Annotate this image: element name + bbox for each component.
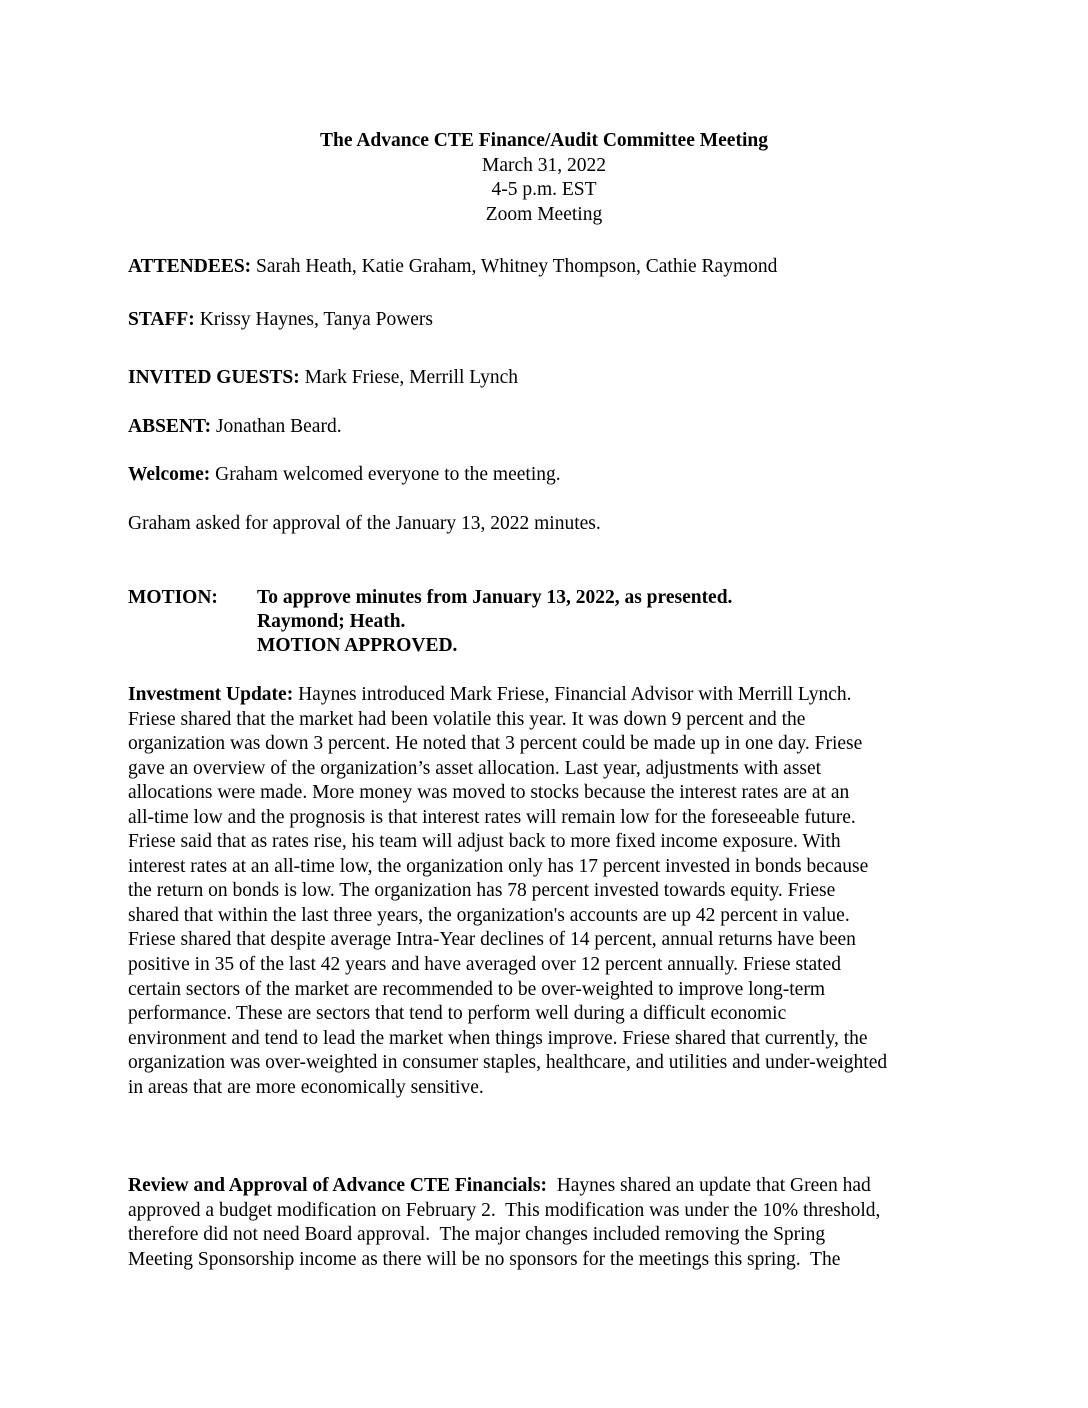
financials-paragraph xyxy=(128,1174,968,1272)
absent-value: Jonathan Beard. xyxy=(211,416,342,437)
paragraph-line: Investment Update: Haynes introduced Mark Friese, Financial Advisor with Merrill Lynch. xyxy=(128,684,852,705)
attendees-value: Sarah Heath, Katie Graham, Whitney Thompson, Cathie Raymond xyxy=(251,256,778,277)
meeting-title: The Advance CTE Finance/Audit Committee Meeting xyxy=(320,130,768,151)
investment-label: Investment Update: xyxy=(128,684,294,705)
attendees-label: ATTENDEES: xyxy=(128,256,252,277)
paragraph-line: therefore did not need Board approval. The major changes included removing the Spring xyxy=(128,1224,826,1246)
guests-value: Mark Friese, Merrill Lynch xyxy=(299,367,519,388)
paragraph-line: in areas that are more economically sensitive. xyxy=(128,1076,484,1098)
welcome-value: Graham welcomed everyone to the meeting. xyxy=(210,464,561,485)
paragraph-line: Friese shared that the market had been volatile this year. It was down 9 percent and the xyxy=(128,708,806,730)
absent-line xyxy=(128,415,342,439)
attendees-line xyxy=(128,255,777,279)
investment-update-paragraph xyxy=(128,683,968,1100)
paragraph-line: environment and tend to lead the market when things improve. Friese shared that currently, the xyxy=(128,1027,868,1049)
motion-line: Raymond; Heath. xyxy=(257,611,406,632)
paragraph-line: the return on bonds is low. The organization has 78 percent invested towards equity. Friese xyxy=(128,880,836,902)
paragraph-line: Friese said that as rates rise, his team will adjust back to more fixed income exposure. With xyxy=(128,831,841,853)
guests-label: INVITED GUESTS: xyxy=(128,367,300,388)
paragraph-line: gave an overview of the organization’s asset allocation. Last year, adjustments with asset xyxy=(128,757,822,779)
financials-label: Review and Approval of Advance CTE Financials: xyxy=(128,1175,547,1196)
paragraph-line: positive in 35 of the last 42 years and have averaged over 12 percent annually. Friese stated xyxy=(128,954,841,976)
meeting-location: Zoom Meeting xyxy=(485,204,603,225)
welcome-line xyxy=(128,463,561,487)
approval-request: Graham asked for approval of the January 13, 2022 minutes. xyxy=(128,513,601,534)
paragraph-line: organization was over-weighted in consumer staples, healthcare, and utilities and under-weighted xyxy=(128,1052,888,1074)
staff-value: Krissy Haynes, Tanya Powers xyxy=(194,309,434,330)
paragraph-line: Friese shared that despite average Intra-Year declines of 14 percent, annual returns have been xyxy=(128,929,856,951)
paragraph-line: Review and Approval of Advance CTE Financials: Haynes shared an update that Green had xyxy=(128,1175,871,1196)
paragraph-line: performance. These are sectors that tend to perform well during a difficult economic xyxy=(128,1003,787,1025)
absent-label: ABSENT: xyxy=(128,416,212,437)
paragraph-line: Meeting Sponsorship income as there will be no sponsors for the meetings this spring. The xyxy=(128,1248,841,1270)
paragraph-line: allocations were made. More money was moved to stocks because the interest rates are at an xyxy=(128,782,850,804)
paragraph-line: approved a budget modification on February 2. This modification was under the 10% threshold, xyxy=(128,1199,881,1221)
paragraph-line: shared that within the last three years, the organization's accounts are up 42 percent in value. xyxy=(128,904,850,926)
meeting-time: 4-5 p.m. EST xyxy=(491,179,597,200)
paragraph-line: interest rates at an all-time low, the organization only has 17 percent invested in bonds because xyxy=(128,855,869,877)
motion-line: To approve minutes from January 13, 2022, as presented. xyxy=(257,587,733,608)
guests-line xyxy=(128,366,518,390)
staff-line xyxy=(128,308,433,332)
motion-label: MOTION: xyxy=(128,587,218,608)
staff-label: STAFF: xyxy=(128,309,195,330)
paragraph-line: organization was down 3 percent. He noted that 3 percent could be made up in one day. Friese xyxy=(128,733,863,755)
paragraph-line: certain sectors of the market are recommended to be over-weighted to improve long-term xyxy=(128,978,826,1000)
meeting-date: March 31, 2022 xyxy=(481,155,607,176)
motion-line: MOTION APPROVED. xyxy=(257,635,458,656)
paragraph-line: all-time low and the prognosis is that interest rates will remain low for the foreseeable future. xyxy=(128,806,856,828)
welcome-label: Welcome: xyxy=(128,464,211,485)
